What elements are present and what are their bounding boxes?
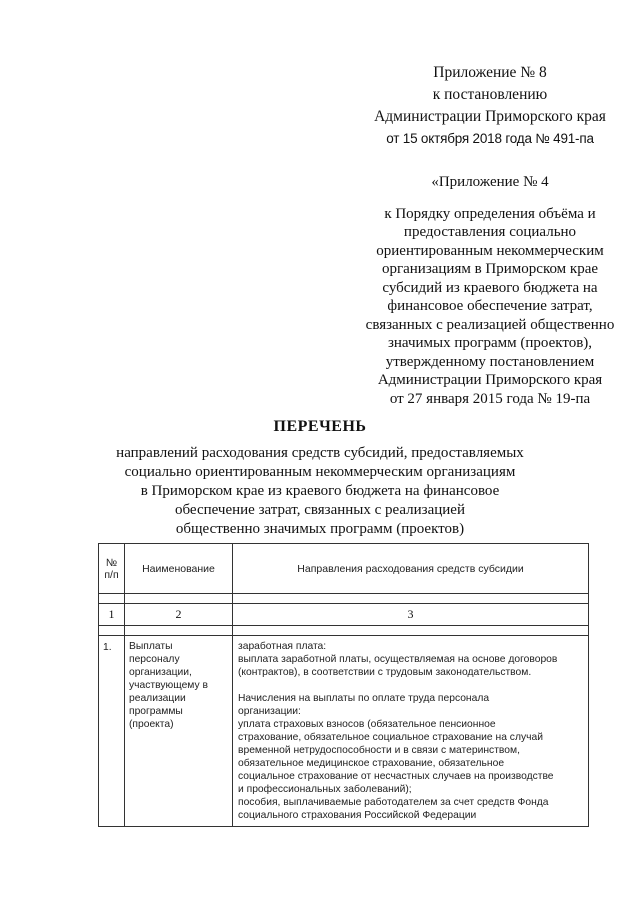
document-subtitle <box>60 444 580 539</box>
subtitle-line: обеспечение затрат, связанных с реализацией <box>174 502 465 518</box>
table-row <box>99 636 589 827</box>
header-direction: Направления расходования средств субсидии <box>233 544 589 594</box>
appendix-ref-line: к Порядку определения объёма и <box>384 205 596 222</box>
table-gap-row <box>99 626 589 636</box>
header-num-abbr: п/п <box>104 568 119 581</box>
column-number: 2 <box>125 604 233 626</box>
direction-line: Начисления на выплаты по оплате труда персонала <box>238 693 490 704</box>
column-number: 1 <box>99 604 125 626</box>
subtitle-line: общественно значимых программ (проектов) <box>175 521 465 537</box>
direction-line: пособия, выплачиваемые работодателем за счет средств Фонда <box>238 797 549 808</box>
administration-name: Администрации Приморского края <box>374 108 606 125</box>
direction-line <box>238 679 584 692</box>
row-name-line: (проекта) <box>129 719 174 730</box>
resolution-header <box>340 62 640 150</box>
gap-cell <box>125 626 233 636</box>
direction-line: социального страхования Российской Федерации <box>238 810 477 821</box>
appendix-reference <box>340 173 640 408</box>
to-resolution: к постановлению <box>432 86 548 103</box>
direction-line: организации: <box>238 706 301 717</box>
appendix-ref-line: предоставления социально <box>403 224 577 240</box>
direction-line: социальное страхование от несчастных случаев на производстве <box>238 771 554 782</box>
appendix-ref-line: субсидий из краевого бюджета на <box>382 279 598 296</box>
row-name-line: Выплаты <box>129 641 173 652</box>
column-number: 3 <box>233 604 589 626</box>
table-gap-row <box>99 594 589 604</box>
gap-cell <box>99 626 125 636</box>
row-name <box>125 636 233 827</box>
gap-cell <box>125 594 233 604</box>
appendix-ref-line: от 27 января 2015 года № 19-па <box>389 390 591 407</box>
header-num-sign: № <box>105 556 118 569</box>
row-name-line: программы <box>129 706 183 717</box>
gap-cell <box>99 594 125 604</box>
appendix-ref-line: ориентированным некоммерческим <box>376 242 604 259</box>
subtitle-line: в Приморском крае из краевого бюджета на финансовое <box>140 483 500 499</box>
direction-line: выплата заработной платы, осуществляемая на основе договоров <box>238 654 558 665</box>
appendix-ref-line: Администрации Приморского края <box>377 372 603 388</box>
subtitle-line: направлений расходования средств субсидий, предоставляемых <box>116 445 524 461</box>
direction-line: уплата страховых взносов (обязательное пенсионное <box>238 719 496 730</box>
header-num <box>99 544 125 594</box>
appendix-ref-line: «Приложение № 4 <box>431 174 549 190</box>
appendix-label: Приложение № 8 <box>433 64 547 81</box>
appendix-ref-line <box>340 192 640 205</box>
direction-line: (контрактов), в соответствии с трудовым законодательством. <box>238 667 532 678</box>
gap-cell <box>233 626 589 636</box>
direction-line: страхование, обязательное социальное страхование на случай <box>238 732 543 743</box>
subtitle-line: социально ориентированным некоммерческим организациям <box>124 464 516 480</box>
expenditure-table <box>98 543 589 827</box>
header-name: Наименование <box>125 544 233 594</box>
appendix-ref-line: финансовое обеспечение затрат, <box>387 298 593 314</box>
row-name-line: персоналу <box>129 654 180 665</box>
appendix-ref-line: организациям в Приморском крае <box>381 261 599 277</box>
table-header-row <box>99 544 589 594</box>
direction-line: заработная плата: <box>238 641 327 652</box>
gap-cell <box>233 594 589 604</box>
row-name-line: участвующему в <box>129 680 208 691</box>
row-name-line: реализации <box>129 693 186 704</box>
row-number: 1. <box>99 636 125 827</box>
appendix-ref-line: связанных с реализацией общественно <box>365 316 615 333</box>
column-number-row <box>99 604 589 626</box>
direction-line: обязательное медицинское страхование, обязательное <box>238 758 505 769</box>
document-title: ПЕРЕЧЕНЬ <box>273 418 367 435</box>
resolution-date-number: от 15 октября 2018 года № 491-па <box>386 131 594 146</box>
direction-line: и профессиональных заболеваний); <box>238 784 412 795</box>
row-name-line: организации, <box>129 667 192 678</box>
direction-line: временной нетрудоспособности и в связи с материнством, <box>238 745 520 756</box>
appendix-ref-line: утвержденному постановлением <box>385 353 595 370</box>
appendix-ref-line: значимых программ (проектов), <box>387 335 593 351</box>
row-direction <box>233 636 589 827</box>
